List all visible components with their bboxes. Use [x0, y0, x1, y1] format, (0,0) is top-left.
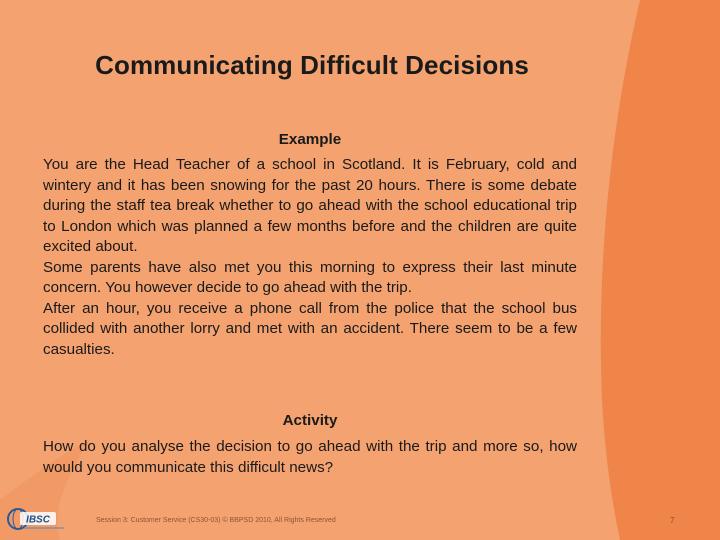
activity-question: How do you analyse the decision to go ahead with the trip and more so, how would you communicate this difficult news?: [43, 438, 577, 476]
activity-body: [43, 437, 577, 478]
parents-paragraph: Some parents have also met you this morning to express their last minute concern. You however decide to go ahead with the trip.: [43, 258, 577, 296]
footer-copyright: Session 3: Customer Service (CS30-03) © BBPSD 2010, All Rights Reserved: [96, 517, 336, 524]
accident-paragraph: After an hour, you receive a phone call from the police that the school bus collided with another lorry and met with an accident. There seem to be a few casualties.: [43, 299, 577, 358]
example-heading: Example: [278, 131, 342, 148]
scenario-paragraph: You are the Head Teacher of a school in Scotland. It is February, cold and wintery and it has been snowing for the past 20 hours. There is some debate during the staff tea break whether to go ahead with the school educational trip to London which was planned a few months before and the children are quite excited about.: [43, 156, 577, 255]
slide-title: Communicating Difficult Decisions: [95, 50, 529, 80]
example-body: [43, 155, 577, 360]
logo-text: IBSC: [26, 514, 50, 526]
activity-heading: Activity: [282, 412, 338, 429]
ibsc-logo: [6, 506, 70, 532]
page-number: 7: [670, 516, 675, 525]
